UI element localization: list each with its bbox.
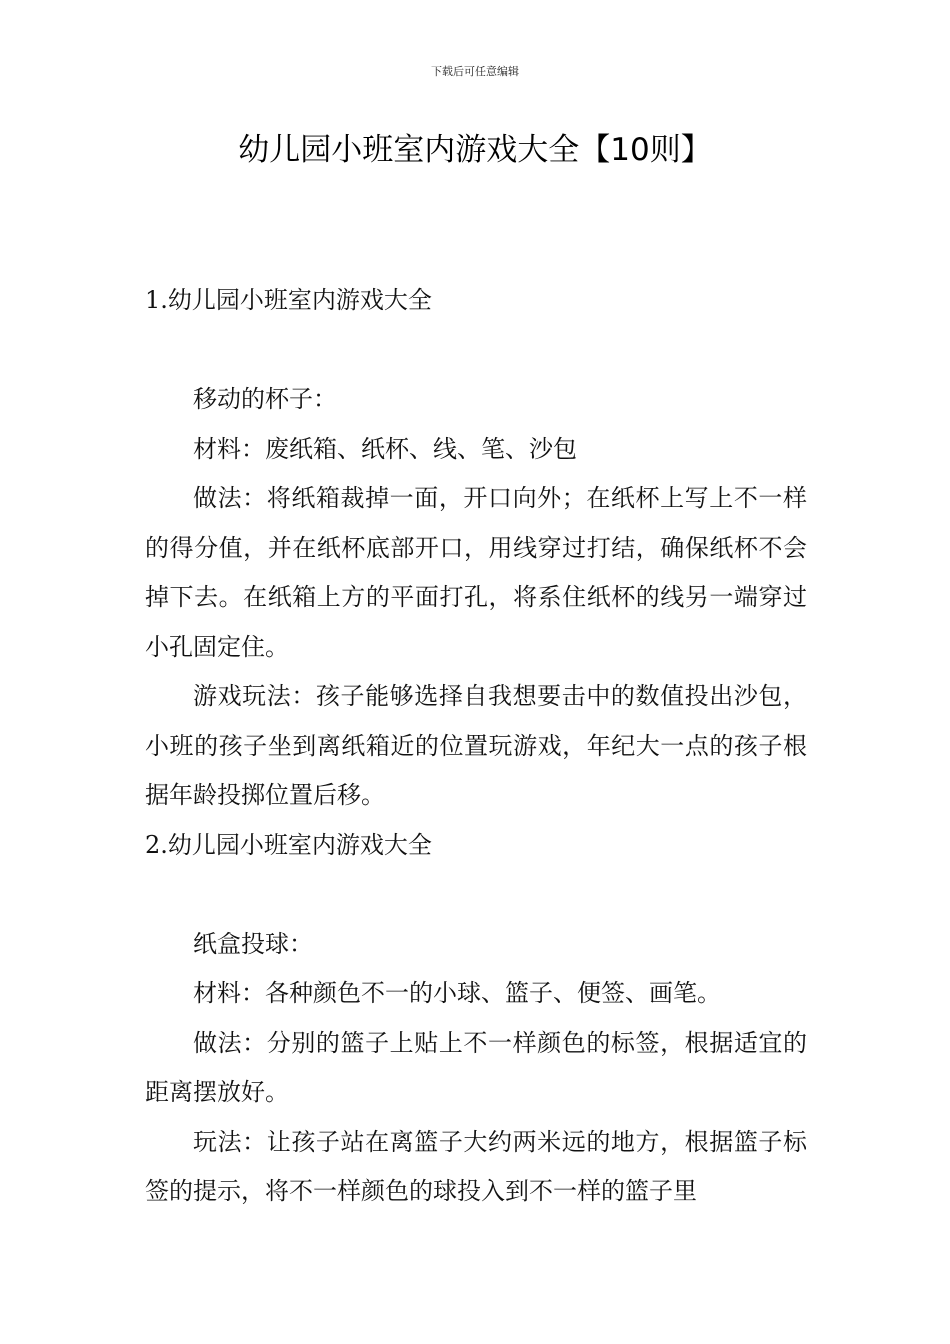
gameplay-paragraph-2: 玩法：让孩子站在离篮子大约两米远的地方，根据篮子标签的提示，将不一样颜色的球投入到不一样的篮子里 <box>145 1127 807 1205</box>
game-name-2: 纸盒投球： <box>193 929 313 958</box>
document-body <box>145 276 807 1217</box>
document-title: 幼儿园小班室内游戏大全【10则】 <box>238 132 712 168</box>
section-heading-1: 1.幼儿园小班室内游戏大全 <box>145 286 432 314</box>
method-paragraph-2: 做法：分别的篮子上贴上不一样颜色的标签，根据适宜的距离摆放好。 <box>145 1028 807 1106</box>
spacer <box>145 326 807 376</box>
materials-paragraph-1: 材料：废纸箱、纸杯、线、笔、沙包 <box>193 434 577 463</box>
game-name-1: 移动的杯子： <box>193 385 337 413</box>
header-note: 下载后可任意编辑 <box>431 65 519 78</box>
materials-paragraph-2: 材料：各种颜色不一的小球、篮子、便签、画笔。 <box>193 979 721 1007</box>
method-paragraph-1: 做法：将纸箱裁掉一面，开口向外；在纸杯上写上不一样的得分值，并在纸杯底部开口，用线穿过打结，确保纸杯不会掉下去。在纸箱上方的平面打孔，将系住纸杯的线另一端穿过小孔固定住。 <box>145 484 807 661</box>
gameplay-paragraph-1: 游戏玩法：孩子能够选择自我想要击中的数值投出沙包，小班的孩子坐到离纸箱近的位置玩游戏，年纪大一点的孩子根据年龄投掷位置后移。 <box>145 682 807 809</box>
section-heading-2: 2.幼儿园小班室内游戏大全 <box>145 830 432 859</box>
spacer <box>145 870 807 920</box>
